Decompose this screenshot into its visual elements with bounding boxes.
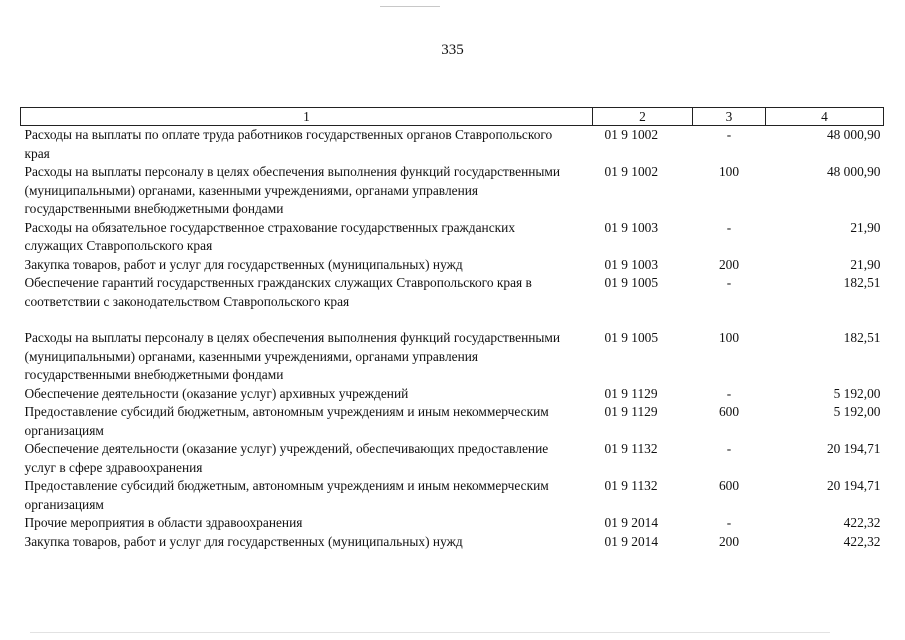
row-amount: 422,32 xyxy=(843,515,881,530)
table-row xyxy=(21,477,884,514)
row-type: - xyxy=(726,219,732,235)
row-amount: 21,90 xyxy=(850,256,881,272)
row-amount: 5 192,00 xyxy=(833,404,881,419)
header-col-1: 1 xyxy=(21,108,593,126)
table-row xyxy=(21,403,884,440)
row-type: - xyxy=(726,385,732,401)
scan-artifact-bottom xyxy=(30,632,830,633)
row-name: Предоставление субсидий бюджетным, автономным учреждениям и иным некоммерческим организациям xyxy=(24,404,549,438)
header-col-3: 3 xyxy=(693,108,766,126)
header-col-4: 4 xyxy=(766,108,884,126)
table-row xyxy=(21,329,884,385)
row-type: 600 xyxy=(718,478,740,493)
page-number: 335 xyxy=(441,42,464,58)
row-code: 01 9 1132 xyxy=(604,478,658,493)
row-code: 01 9 1005 xyxy=(604,275,659,290)
row-type: 600 xyxy=(718,404,740,419)
blank-cell xyxy=(693,311,766,329)
table-row xyxy=(21,219,884,256)
table-header xyxy=(21,108,884,126)
row-code: 01 9 1129 xyxy=(604,404,658,419)
row-type: - xyxy=(726,441,732,456)
table-row xyxy=(21,126,884,164)
row-amount: 182,51 xyxy=(843,330,881,345)
row-amount: 20 194,71 xyxy=(826,441,881,456)
header-row xyxy=(21,108,884,126)
row-amount: 5 192,00 xyxy=(833,385,881,401)
row-code: 01 9 1003 xyxy=(604,219,659,235)
row-amount: 182,51 xyxy=(843,275,881,290)
row-name: Закупка товаров, работ и услуг для государственных (муниципальных) нужд xyxy=(24,533,463,549)
table-row xyxy=(21,533,884,552)
row-type: 200 xyxy=(718,256,740,272)
row-type: 100 xyxy=(718,164,740,179)
row-name: Предоставление субсидий бюджетным, автономным учреждениям и иным некоммерческим организациям xyxy=(24,478,549,512)
row-name: Прочие мероприятия в области здравоохранения xyxy=(24,515,303,530)
header-col-2: 2 xyxy=(593,108,693,126)
row-code: 01 9 1005 xyxy=(604,330,659,345)
row-type: - xyxy=(726,515,732,530)
row-code: 01 9 1129 xyxy=(604,385,658,401)
row-amount: 21,90 xyxy=(850,219,881,235)
row-type: 200 xyxy=(718,533,740,549)
row-name: Расходы на выплаты персоналу в целях обеспечения выполнения функций государственными (муниципальными) органами, казенными учреждениями, органами управления государственными внебюджетными фондами xyxy=(24,330,561,382)
budget-table xyxy=(20,107,884,551)
blank-cell xyxy=(21,311,593,329)
row-type: - xyxy=(726,275,732,290)
row-name: Расходы на обязательное государственное страхование государственных гражданских служащих Ставропольского края xyxy=(24,219,516,253)
scan-artifact-top xyxy=(380,6,440,7)
row-code: 01 9 1002 xyxy=(604,164,659,179)
row-name: Расходы на выплаты персоналу в целях обеспечения выполнения функций государственными (муниципальными) органами, казенными учреждениями, органами управления государственными внебюджетными фондами xyxy=(24,164,561,216)
row-amount: 48 000,90 xyxy=(826,164,881,179)
row-code: 01 9 1132 xyxy=(604,441,658,456)
table-row xyxy=(21,514,884,533)
table-row xyxy=(21,163,884,219)
row-type: 100 xyxy=(718,330,740,345)
row-type: - xyxy=(726,127,732,142)
row-amount: 422,32 xyxy=(843,533,881,549)
row-amount: 48 000,90 xyxy=(826,127,881,142)
table-row xyxy=(21,440,884,477)
row-name: Обеспечение гарантий государственных гражданских служащих Ставропольского края в соответствии с законодательством Ставропольского края xyxy=(24,275,532,309)
blank-row xyxy=(21,311,884,329)
table-row xyxy=(21,274,884,311)
row-code: 01 9 2014 xyxy=(604,533,659,549)
table-body xyxy=(21,126,884,552)
row-code: 01 9 1003 xyxy=(604,256,659,272)
row-name: Обеспечение деятельности (оказание услуг) архивных учреждений xyxy=(24,385,409,401)
row-name: Расходы на выплаты по оплате труда работников государственных органов Ставропольского края xyxy=(24,127,553,161)
row-name: Обеспечение деятельности (оказание услуг) учреждений, обеспечивающих предоставление услуг в сфере здравоохранения xyxy=(24,441,549,475)
row-code: 01 9 2014 xyxy=(604,515,659,530)
row-code: 01 9 1002 xyxy=(604,127,659,142)
row-name: Закупка товаров, работ и услуг для государственных (муниципальных) нужд xyxy=(24,256,463,272)
table-row xyxy=(21,385,884,404)
blank-cell xyxy=(593,311,693,329)
blank-cell xyxy=(766,311,884,329)
row-amount: 20 194,71 xyxy=(826,478,881,493)
table-row xyxy=(21,256,884,275)
